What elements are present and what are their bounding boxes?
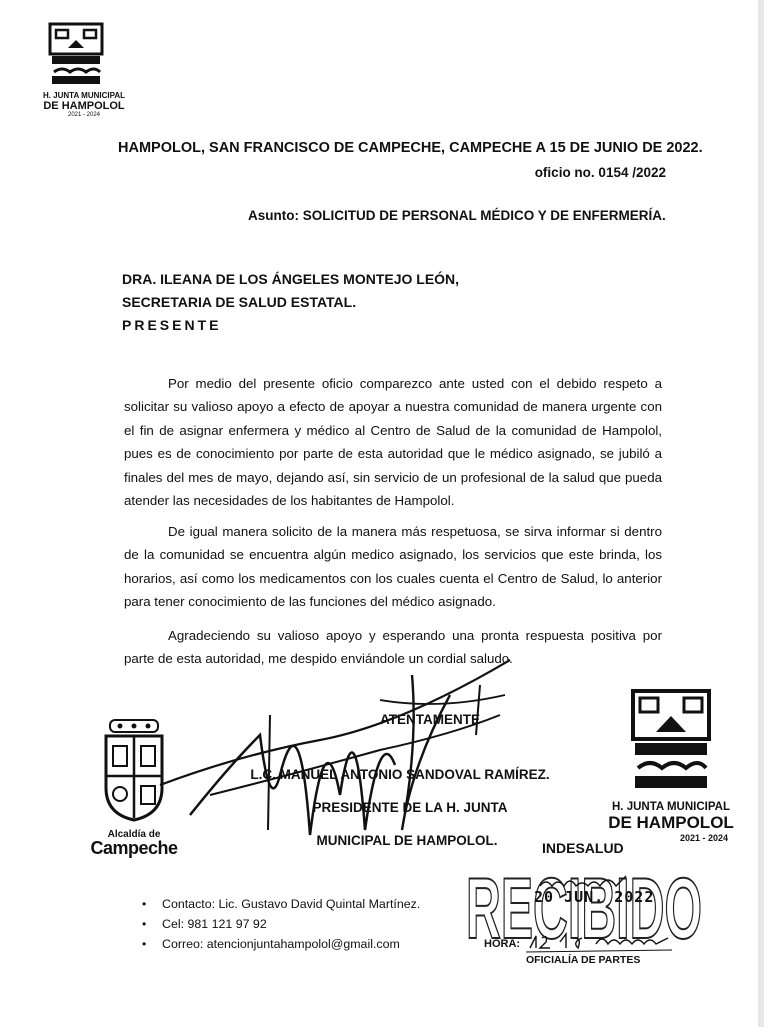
handwritten-note-original [536, 872, 646, 894]
contact-list [138, 894, 420, 954]
alcaldia-line1: Alcaldía de [107, 829, 161, 840]
stamp-entity: INDESALUD [542, 840, 624, 856]
hampolol-emblem-icon [630, 688, 712, 794]
contact-phone: • Cel: 981 121 97 92 [138, 914, 420, 934]
stamp-hora-label: HORA: [484, 938, 521, 950]
handwritten-note-time [526, 930, 676, 954]
footer-logo-line1: H. JUNTA MUNICIPAL [612, 801, 730, 813]
presente-label: PRESENTE [122, 317, 222, 333]
recipient-name: DRA. ILEANA DE LOS ÁNGELES MONTEJO LEÓN, [122, 271, 460, 287]
place-date: HAMPOLOL, SAN FRANCISCO DE CAMPECHE, CAMPECHE A 15 DE JUNIO DE 2022. [118, 140, 703, 156]
closing-text: ATENTAMENTE [380, 712, 480, 727]
contact-person: • Contacto: Lic. Gustavo David Quintal Martínez. [138, 894, 420, 914]
body-paragraph-3: Agradeciendo su valioso apoyo y esperando una pronta respuesta positiva por parte de esta autoridad, me despido enviándole un cordial saludo. [124, 628, 662, 667]
signer-position-line2: MUNICIPAL DE HAMPOLOL. [316, 833, 498, 848]
stamp-date: 20 JUN. 2022 [534, 888, 655, 906]
recipient-block [122, 268, 459, 337]
body-paragraph-2: De igual manera solicito de la manera más respetuosa, se sirva informar si dentro de la comunidad se encuentra algún medico asignado, los servicios que este brinda, los horarios, así como los medicamentos con los cuales cuenta el Centro de Salud, lo anterior para tener conocimiento de las funciones del médico asignado. [124, 524, 662, 610]
header-logo-line1: H. JUNTA MUNICIPAL [42, 91, 126, 100]
header-logo-line3: 2021 - 2024 [67, 112, 101, 118]
oficio-number: oficio no. 0154 /2022 [534, 165, 666, 180]
footer-logo-line3: 2021 - 2024 [679, 833, 728, 843]
signer-position-line1: PRESIDENTE DE LA H. JUNTA [312, 800, 508, 815]
stamp-word: RECIBIDO [466, 861, 702, 957]
header-logo [42, 22, 126, 118]
alcaldia-line2: Campeche [90, 838, 178, 858]
stamp-area: OFICIALÍA DE PARTES [526, 954, 641, 966]
signer-name: L.C. MANUEL ANTONIO SANDOVAL RAMÍREZ. [250, 767, 550, 782]
signature-block [220, 712, 580, 848]
footer-logo-line2: DE HAMPOLOL [608, 813, 734, 832]
footer-logo [600, 688, 742, 843]
body-paragraph-1: Por medio del presente oficio comparezco ante usted con el debido respeto a solicitar su valioso apoyo a efecto de apoyar a nuestra comunidad de manera urgente con el fin de asignar enfermera y médico al Centro de Salud de la comunidad de Hampolol, pues es de conocimiento por parte de esta autoridad que le médico asignado, se jubiló a finales del mes de mayo, dejando así, sin servicio de un profesional de la salud que pueda atender las necesidades de los habitantes de Hampolol. [124, 376, 662, 509]
alcaldia-logo [84, 718, 184, 859]
contact-email: • Correo: atencionjuntahampolol@gmail.com [138, 934, 420, 954]
recipient-title: SECRETARIA DE SALUD ESTATAL. [122, 294, 357, 310]
subject-line: Asunto: SOLICITUD DE PERSONAL MÉDICO Y DE ENFERMERÍA. [248, 208, 666, 223]
header-logo-line2: DE HAMPOLOL [43, 100, 125, 112]
scan-edge [758, 0, 764, 1027]
hampolol-emblem-icon [48, 22, 104, 88]
campeche-shield-icon [102, 718, 166, 822]
